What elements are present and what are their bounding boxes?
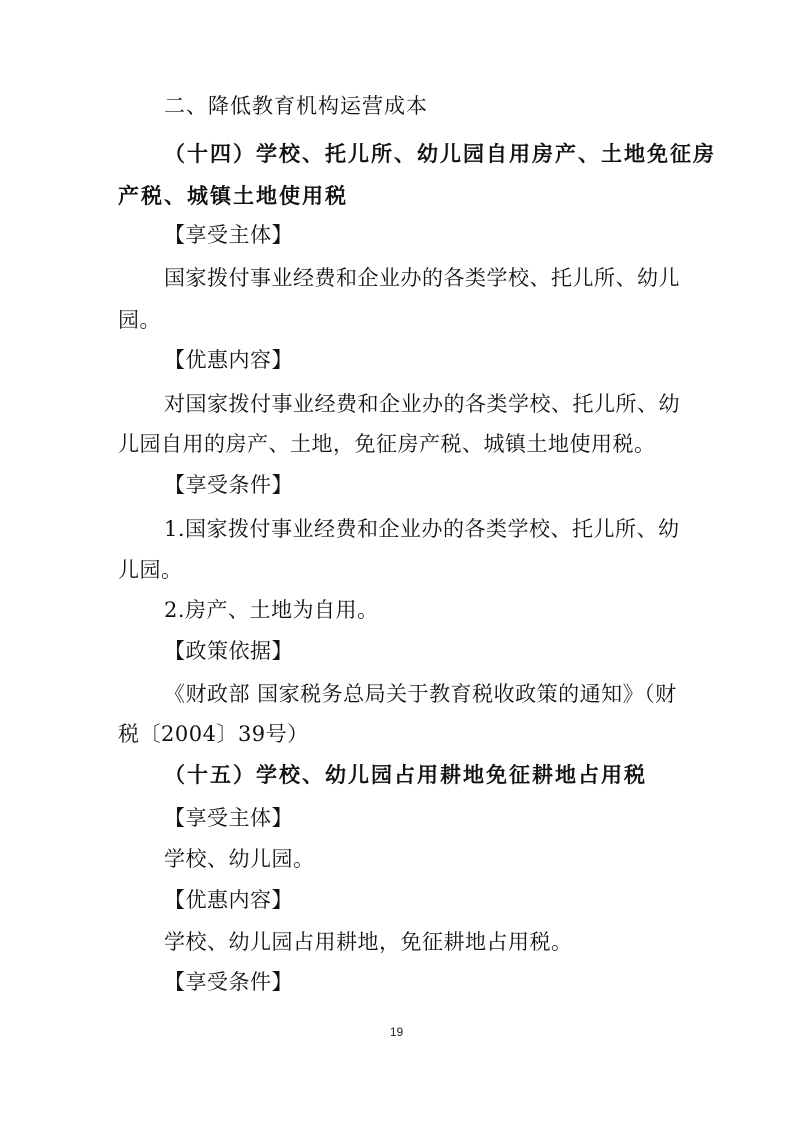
section-heading: 二、降低教育机构运营成本 [164, 94, 428, 118]
item-15-benefit-label: 【优惠内容】 [164, 888, 293, 912]
item-14-subject-line-2: 园。 [118, 308, 161, 332]
item-14-basis-line-2: 税〔2004〕39号） [118, 722, 309, 746]
item-14-condition-2: 2.房产、土地为自用。 [164, 598, 379, 622]
item-14-condition-1-line-1: 1.国家拨付事业经费和企业办的各类学校、托儿所、幼 [164, 517, 680, 541]
item-14-basis-line-1: 《财政部 国家税务总局关于教育税收政策的通知》（财 [164, 682, 677, 706]
item-14-conditions-label: 【享受条件】 [164, 473, 293, 497]
item-15-title: （十五）学校、幼儿园占用耕地免征耕地占用税 [164, 763, 647, 787]
item-15-subject-label: 【享受主体】 [164, 806, 293, 830]
item-15-subject-text: 学校、幼儿园。 [164, 847, 315, 871]
item-14-basis-label: 【政策依据】 [164, 639, 293, 663]
item-14-condition-1-line-2: 儿园。 [118, 558, 183, 582]
item-14-subject-label: 【享受主体】 [164, 223, 293, 247]
item-14-benefit-line-2: 儿园自用的房产、土地，免征房产税、城镇土地使用税。 [118, 432, 656, 456]
item-15-benefit-text: 学校、幼儿园占用耕地，免征耕地占用税。 [164, 930, 573, 954]
item-14-subject-line-1: 国家拨付事业经费和企业办的各类学校、托儿所、幼儿 [164, 266, 680, 290]
page-number: 19 [389, 1025, 404, 1039]
item-14-benefit-label: 【优惠内容】 [164, 348, 293, 372]
item-14-title-line-2: 产税、城镇土地使用税 [118, 184, 348, 208]
item-14-title-line-1: （十四）学校、托儿所、幼儿园自用房产、土地免征房 [164, 142, 716, 166]
item-15-conditions-label: 【享受条件】 [164, 970, 293, 994]
item-14-benefit-line-1: 对国家拨付事业经费和企业办的各类学校、托儿所、幼 [164, 392, 680, 416]
